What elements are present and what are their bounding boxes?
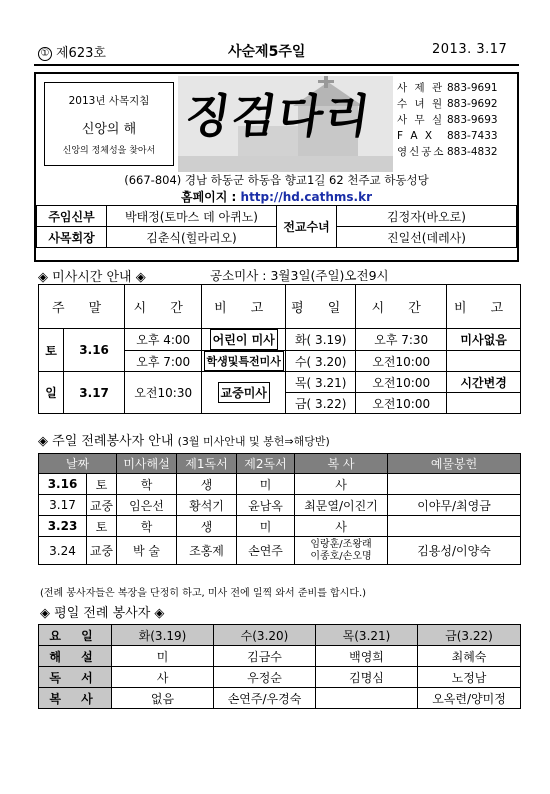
weekend-date: 3.16 [64, 329, 125, 372]
header-time: 시 간 [356, 285, 447, 329]
council-label: 사목회장 [37, 227, 107, 248]
contact-row: 영신공소883-4832 [397, 146, 498, 158]
weekday-note [447, 393, 521, 414]
newsletter-title: 징검다리 [181, 89, 376, 143]
mass-note: 교중미사 [202, 372, 286, 414]
contact-row: 사 무 실 883-9693 [397, 114, 498, 126]
weekday-time: 오전10:00 [356, 372, 447, 393]
col-day: 요 일 [39, 625, 112, 646]
weekday-time: 오전10:00 [356, 393, 447, 414]
contact-row: 사 제 관 883-9691 [397, 82, 498, 94]
weekend-date: 3.17 [64, 372, 125, 414]
weekday-date: 금( 3.22) [286, 393, 356, 414]
weekday-servers-table [38, 624, 521, 709]
col-altar-server: 복 사 [295, 454, 388, 474]
mass-schedule-table [38, 284, 521, 414]
table-row: 3.17 교중 임은선 황석기 윤남옥 최문열/이진기 이야무/최영금 [39, 495, 521, 516]
mass-time: 오후 7:00 [125, 351, 202, 372]
motto-subtitle: 신앙의 정체성을 찾아서 [62, 146, 156, 156]
table-row: 독 서 사 우정순 김명심 노정남 [39, 667, 521, 688]
col-wed: 수(3.20) [214, 625, 316, 646]
mass-time: 오전10:30 [125, 372, 202, 414]
council-name: 김춘식(힐라리오) [107, 227, 277, 248]
weekday-date: 화( 3.19) [286, 329, 356, 351]
mass-note: 어린이 미사 [202, 329, 286, 351]
col-reading1: 제1독서 [177, 454, 237, 474]
sunday-servers-title: ◈ 주일 전례봉사자 안내 (3월 미사안내 및 봉헌⇒해당반) [38, 434, 330, 449]
nun-name: 김정자(바오로) [337, 206, 517, 227]
issue-date: 2013. 3.17 [432, 42, 508, 57]
mass-time: 오후 4:00 [125, 329, 202, 351]
pastoral-motto-box [44, 82, 174, 166]
header-note: 비 고 [447, 285, 521, 329]
pastor-label: 주임신부 [37, 206, 107, 227]
table-row: 복 사 없음 손연주/우경숙 오옥련/양미정 [39, 688, 521, 709]
weekday-servers-title: ◈ 평일 전례 봉사자 ◈ [40, 606, 165, 621]
motto-title: 신앙의 해 [81, 122, 137, 137]
table-row: 3.16 토 학 생 미 사 [39, 474, 521, 495]
col-tue: 화(3.19) [112, 625, 214, 646]
weekend-day: 일 [39, 372, 64, 414]
table-row: 해 설 미 김금수 백영희 최혜숙 [39, 646, 521, 667]
mass-note: 학생및특전미사 [202, 351, 286, 372]
col-thu: 목(3.21) [316, 625, 418, 646]
issue-circle: ① [38, 47, 52, 61]
table-row: 3.23 토 학 생 미 사 [39, 516, 521, 537]
table-row: 3.24 교중 박 술 조홍제 손연주 임랑훈/조왕래 이종호/손오명 김용성/이양숙 [39, 537, 521, 565]
church-address: (667-804) 경남 하동군 하동읍 향교1길 62 천주교 하동성당 [124, 173, 429, 187]
contact-row: F A X 883-7433 [397, 130, 498, 142]
header-weekday: 평 일 [286, 285, 356, 329]
weekday-note [447, 351, 521, 372]
liturgical-week: 사순제5주일 [228, 44, 306, 60]
homepage-line [34, 188, 519, 205]
pastor-name: 박태정(토마스 데 아퀴노) [107, 206, 277, 227]
staff-table [36, 205, 517, 248]
homepage-label: 홈페이지 : [181, 190, 241, 204]
issue-number [38, 42, 106, 61]
weekday-date: 목( 3.21) [286, 372, 356, 393]
contact-list [397, 80, 498, 160]
weekday-time: 오후 7:30 [356, 329, 447, 351]
motto-year: 2013년 사목지침 [68, 95, 150, 107]
weekday-note: 미사없음 [447, 329, 521, 351]
nun-name: 진일선(데레사) [337, 227, 517, 248]
contact-row: 수 녀 원 883-9692 [397, 98, 498, 110]
issue-text: 제623호 [56, 46, 106, 61]
weekend-day: 토 [39, 329, 64, 372]
col-date: 날짜 [39, 454, 117, 474]
col-fri: 금(3.22) [418, 625, 521, 646]
header-weekend: 주 말 [39, 285, 125, 329]
header-rule [34, 64, 519, 66]
mass-schedule-title: ◈ 미사시간 안내 ◈ [38, 270, 146, 285]
header-note: 비 고 [202, 285, 286, 329]
col-offering: 예물봉헌 [388, 454, 521, 474]
mission-mass-note: 공소미사 : 3월3일(주일)오전9시 [210, 268, 389, 283]
sunday-servers-note: (3월 미사안내 및 봉헌⇒해당반) [177, 435, 330, 448]
weekday-date: 수( 3.20) [286, 351, 356, 372]
col-reading2: 제2독서 [237, 454, 295, 474]
sunday-servers-table [38, 453, 521, 565]
weekday-note: 시간변경 [447, 372, 521, 393]
homepage-link[interactable]: http://hd.cathms.kr [240, 190, 372, 204]
servers-notice: (전례 봉사자들은 복장을 단정히 하고, 미사 전에 일찍 와서 준비를 합시다.) [40, 588, 367, 599]
nuns-label: 전교수녀 [277, 206, 337, 248]
weekday-time: 오전10:00 [356, 351, 447, 372]
col-commentary: 미사해설 [117, 454, 177, 474]
header-time: 시 간 [125, 285, 202, 329]
